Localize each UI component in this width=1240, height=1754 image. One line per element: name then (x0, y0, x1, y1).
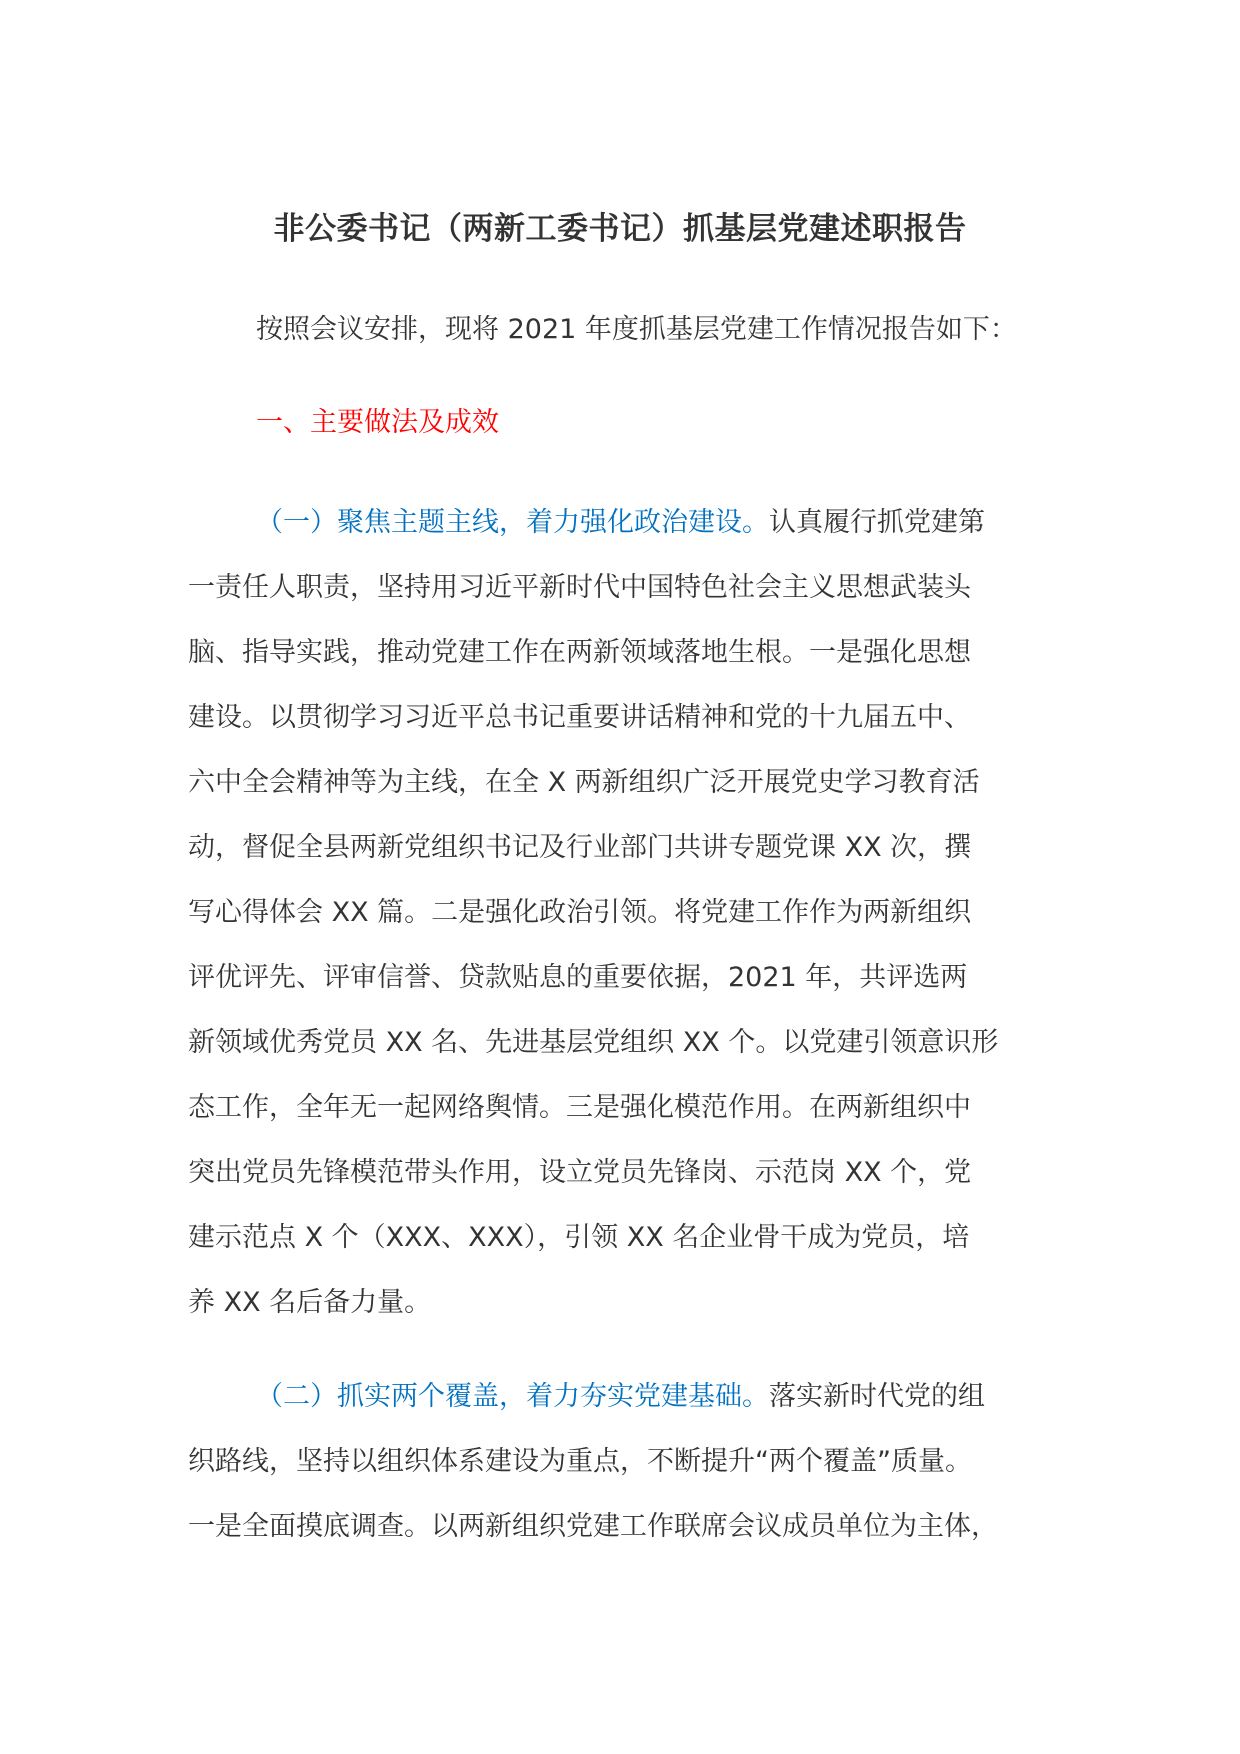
paragraph-line: 一是全面摸底调查。以两新组织党建工作联席会议成员单位为主体， (188, 1511, 998, 1542)
paragraph-line: 态工作，全年无一起网络舆情。三是强化模范作用。在两新组织中 (188, 1092, 971, 1123)
paragraph-line: 评优评先、评审信誉、贷款贴息的重要依据，2021 年，共评选两 (188, 962, 968, 993)
paragraph-line: 建示范点 X 个（XXX、XXX），引领 XX 名企业骨干成为党员，培 (188, 1222, 970, 1253)
paragraph-text: 认真履行抓党建第 (769, 507, 985, 538)
paragraph-line: 动，督促全县两新党组织书记及行业部门共讲专题党课 XX 次，撰 (188, 832, 972, 863)
paragraph-line: 织路线，坚持以组织体系建设为重点，不断提升“两个覆盖”质量。 (188, 1446, 972, 1477)
intro-paragraph: 按照会议安排，现将 2021 年度抓基层党建工作情况报告如下： (256, 314, 1017, 345)
paragraph-first-line (188, 490, 1068, 555)
paragraph-line: 养 XX 名后备力量。 (188, 1287, 432, 1318)
paragraph-line: 突出党员先锋模范带头作用，设立党员先锋岗、示范岗 XX 个，党 (188, 1157, 972, 1188)
document-title: 非公委书记（两新工委书记）抓基层党建述职报告 (273, 211, 967, 247)
paragraph-text: 落实新时代党的组 (769, 1381, 985, 1412)
paragraph-line: 建设。以贯彻学习习近平总书记重要讲话精神和党的十九届五中、 (188, 702, 971, 733)
subsection-heading: （二）抓实两个覆盖，着力夯实党建基础。 (256, 1381, 769, 1412)
paragraph-line: 写心得体会 XX 篇。二是强化政治引领。将党建工作作为两新组织 (188, 897, 972, 928)
paragraph-line: 一责任人职责，坚持用习近平新时代中国特色社会主义思想武装头 (188, 572, 971, 603)
paragraph-two-coverages (188, 1364, 1068, 1559)
paragraph-first-line (188, 1364, 1068, 1429)
paragraph-line: 新领域优秀党员 XX 名、先进基层党组织 XX 个。以党建引领意识形 (188, 1027, 999, 1058)
subsection-heading: （一）聚焦主题主线，着力强化政治建设。 (256, 507, 769, 538)
paragraph-line: 脑、指导实践，推动党建工作在两新领域落地生根。一是强化思想 (188, 637, 971, 668)
paragraph-political-building (188, 490, 1068, 1335)
paragraph-line: 六中全会精神等为主线，在全 X 两新组织广泛开展党史学习教育活 (188, 767, 980, 798)
section-heading: 一、主要做法及成效 (256, 407, 499, 438)
